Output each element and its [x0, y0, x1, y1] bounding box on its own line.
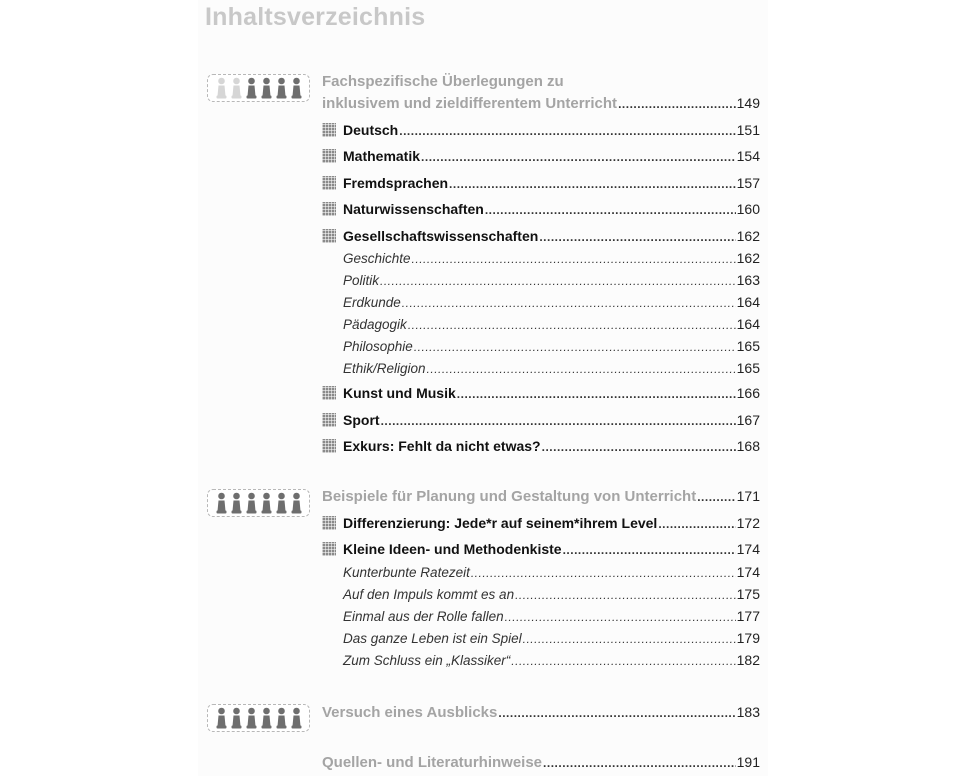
- toc-subentry[interactable]: [343, 338, 760, 354]
- leader-dots: [457, 387, 736, 401]
- leader-dots: [543, 756, 736, 770]
- pawn-icon: [260, 707, 273, 729]
- page-number: 165: [736, 338, 760, 354]
- leader-dots: [539, 230, 735, 244]
- pawn-icon: [215, 707, 228, 729]
- page-number: 168: [736, 438, 760, 454]
- page-number: 174: [736, 564, 760, 580]
- pawn-icon: [245, 707, 258, 729]
- pawn-icon: [260, 77, 273, 99]
- page-number: 172: [736, 515, 760, 531]
- leader-dots: [542, 440, 736, 454]
- entry-label: Sport: [343, 412, 380, 428]
- toc-subentry[interactable]: [343, 652, 760, 668]
- page-number: 149: [736, 95, 760, 111]
- toc-entry[interactable]: [322, 541, 760, 557]
- entry-label: Das ganze Leben ist ein Spiel: [343, 631, 522, 646]
- pawn-icon: [275, 707, 288, 729]
- grid-icon: [322, 229, 336, 243]
- pawn-icon: [290, 707, 303, 729]
- pawn-icon: [275, 492, 288, 514]
- grid-icon: [322, 202, 336, 216]
- pawn-icon: [245, 77, 258, 99]
- entry-label: Erdkunde: [343, 295, 401, 310]
- leader-dots: [515, 588, 736, 602]
- leader-dots: [697, 490, 735, 504]
- pawn-icon: [260, 492, 273, 514]
- entry-label: Deutsch: [343, 122, 399, 138]
- leader-dots: [523, 632, 736, 646]
- pawn-icon: [215, 77, 228, 99]
- entry-label: Kunst und Musik: [343, 385, 456, 401]
- toc-subentry[interactable]: [343, 360, 760, 376]
- toc-entry[interactable]: [322, 122, 760, 138]
- pawn-progress-section-3: [207, 704, 310, 732]
- section-heading-cont: inklusivem und zieldifferentem Unterricht: [322, 95, 618, 112]
- page-number: 177: [736, 608, 760, 624]
- pawn-icon: [290, 492, 303, 514]
- page-number: 182: [736, 652, 760, 668]
- section-heading: Quellen- und Literaturhinweise: [322, 754, 543, 771]
- grid-icon: [322, 516, 336, 530]
- toc-entry[interactable]: [322, 175, 760, 191]
- grid-icon: [322, 149, 336, 163]
- toc-subentry[interactable]: [343, 564, 760, 580]
- toc-entry[interactable]: [322, 148, 760, 164]
- leader-dots: [427, 362, 736, 376]
- toc-subentry[interactable]: [343, 294, 760, 310]
- leader-dots: [449, 177, 736, 191]
- section-heading: Fachspezifische Überlegungen zu: [322, 73, 564, 90]
- pawn-icon: [230, 492, 243, 514]
- grid-icon: [322, 542, 336, 556]
- page-number: 191: [736, 754, 760, 770]
- toc-subentry[interactable]: [343, 272, 760, 288]
- page-number: 151: [736, 122, 760, 138]
- pawn-icon: [230, 77, 243, 99]
- entry-label: Differenzierung: Jede*r auf seinem*ihrem Level: [343, 515, 658, 531]
- grid-icon: [322, 176, 336, 190]
- leader-dots: [381, 414, 736, 428]
- page-number: 162: [736, 228, 760, 244]
- entry-label: Auf den Impuls kommt es an: [343, 587, 515, 602]
- page-number: 171: [736, 488, 760, 504]
- leader-dots: [498, 706, 735, 720]
- entry-label: Ethik/Religion: [343, 361, 426, 376]
- leader-dots: [408, 318, 736, 332]
- entry-label: Philosophie: [343, 339, 413, 354]
- entry-label: Einmal aus der Rolle fallen: [343, 609, 504, 624]
- pawn-icon: [215, 492, 228, 514]
- pawn-icon: [245, 492, 258, 514]
- toc-subentry[interactable]: [343, 608, 760, 624]
- pawn-progress-section-2: [207, 489, 310, 517]
- page-number: 164: [736, 294, 760, 310]
- toc-entry[interactable]: [322, 412, 760, 428]
- leader-dots: [399, 124, 735, 138]
- leader-dots: [421, 150, 736, 164]
- entry-label: Zum Schluss ein „Klassiker“: [343, 653, 511, 668]
- leader-dots: [658, 517, 735, 531]
- pawn-icon: [230, 707, 243, 729]
- entry-label: Pädagogik: [343, 317, 407, 332]
- toc-section-row[interactable]: [322, 754, 760, 771]
- page-number: 164: [736, 316, 760, 332]
- page-number: 165: [736, 360, 760, 376]
- grid-icon: [322, 123, 336, 137]
- page-number: 157: [736, 175, 760, 191]
- page-number: 154: [736, 148, 760, 164]
- toc-entry[interactable]: [322, 438, 760, 454]
- toc-section-row[interactable]: [322, 95, 760, 112]
- entry-label: Geschichte: [343, 251, 411, 266]
- page-number: 160: [736, 201, 760, 217]
- section-heading: Beispiele für Planung und Gestaltung von Unterricht: [322, 488, 697, 505]
- leader-dots: [380, 274, 736, 288]
- pawn-icon: [290, 77, 303, 99]
- page-number: 167: [736, 412, 760, 428]
- page-number: 162: [736, 250, 760, 266]
- page-number: 175: [736, 586, 760, 602]
- toc-section-row[interactable]: [322, 704, 760, 721]
- toc-subentry[interactable]: [343, 250, 760, 266]
- toc-entry[interactable]: [322, 228, 760, 244]
- pawn-progress-section-1: [207, 74, 310, 102]
- page-number: 183: [736, 704, 760, 720]
- page-number: 166: [736, 385, 760, 401]
- leader-dots: [485, 203, 736, 217]
- leader-dots: [412, 252, 736, 266]
- grid-icon: [322, 439, 336, 453]
- toc-subentry[interactable]: [343, 316, 760, 332]
- toc-entry[interactable]: [322, 385, 760, 401]
- entry-label: Politik: [343, 273, 380, 288]
- page-title: Inhaltsverzeichnis: [205, 3, 426, 31]
- leader-dots: [505, 610, 736, 624]
- leader-dots: [563, 543, 736, 557]
- leader-dots: [618, 97, 736, 111]
- leader-dots: [414, 340, 736, 354]
- toc-entry[interactable]: [322, 515, 760, 531]
- pawn-icon: [275, 77, 288, 99]
- section-heading: Versuch eines Ausblicks: [322, 704, 498, 721]
- grid-icon: [322, 386, 336, 400]
- entry-label: Kunterbunte Ratezeit: [343, 565, 470, 580]
- leader-dots: [402, 296, 736, 310]
- leader-dots: [511, 654, 735, 668]
- entry-label: Kleine Ideen- und Methodenkiste: [343, 541, 562, 557]
- entry-label: Exkurs: Fehlt da nicht etwas?: [343, 438, 541, 454]
- page-number: 179: [736, 630, 760, 646]
- toc-section-row[interactable]: [322, 488, 760, 505]
- toc-subentry[interactable]: [343, 586, 760, 602]
- entry-label: Mathematik: [343, 148, 421, 164]
- page-number: 163: [736, 272, 760, 288]
- entry-label: Naturwissenschaften: [343, 201, 484, 217]
- grid-icon: [322, 413, 336, 427]
- toc-entry[interactable]: [322, 201, 760, 217]
- leader-dots: [471, 566, 736, 580]
- entry-label: Gesellschaftswissenschaften: [343, 228, 539, 244]
- page-number: 174: [736, 541, 760, 557]
- toc-subentry[interactable]: [343, 630, 760, 646]
- entry-label: Fremdsprachen: [343, 175, 449, 191]
